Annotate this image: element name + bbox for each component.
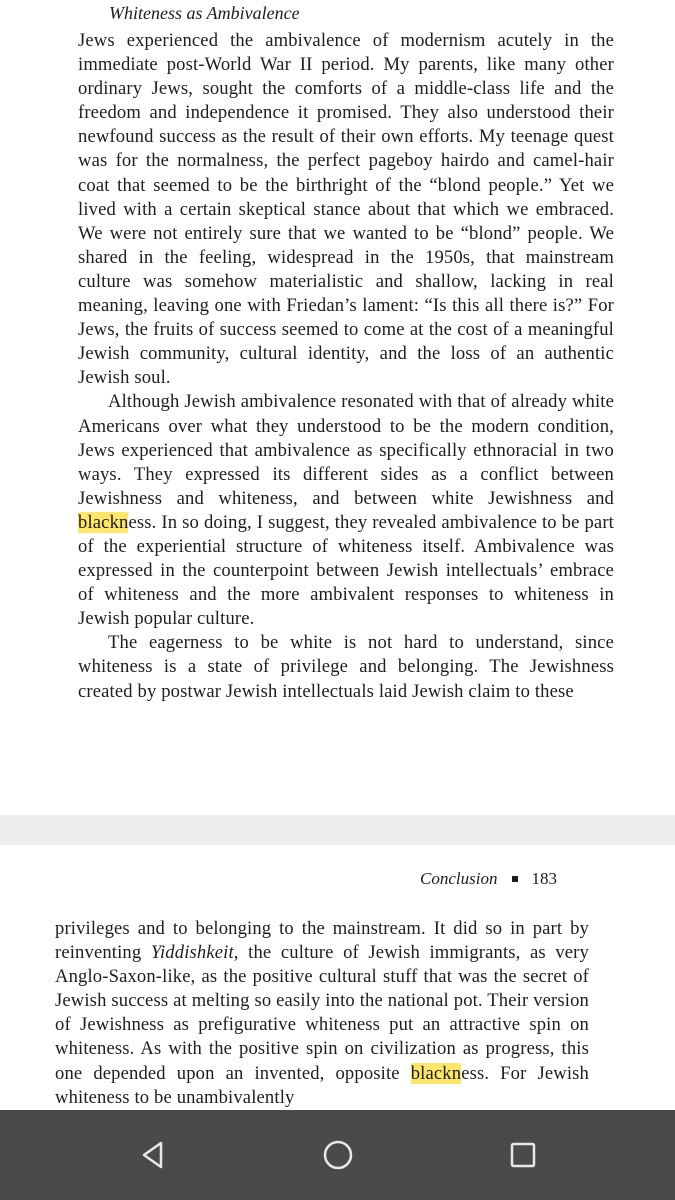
- paragraph-2-text-a: Although Jewish ambivalence resonated with that of already white Americans over what they understood to be the modern condition, Jews experienced that ambivalence as specifically ethnoracial in two ways. They expressed its different sides as a conflict between Jewishness and whiteness, and between white Jewishness and: [78, 391, 614, 509]
- back-button[interactable]: [123, 1125, 183, 1185]
- paragraph-4-italic: Yiddishkeit: [150, 942, 234, 964]
- search-highlight[interactable]: blackn: [410, 1062, 462, 1084]
- page-2: [0, 845, 675, 1110]
- back-icon: [138, 1140, 168, 1170]
- section-heading: Whiteness as Ambivalence: [109, 3, 300, 23]
- paragraph-4: [55, 917, 589, 1110]
- square-bullet-icon: [512, 876, 518, 882]
- page-1-content: [78, 0, 614, 704]
- page-gap: [0, 815, 675, 845]
- recents-icon: [509, 1141, 537, 1169]
- home-button[interactable]: [308, 1125, 368, 1185]
- paragraph-4-text-a: privileges and to belonging to the mainstream. It did so in part by reinventing: [55, 918, 589, 964]
- paragraph-4-text-c: ess. For Jewish whiteness to be unambivalently: [55, 1062, 589, 1108]
- paragraph-4-text-b: , the culture of Jewish immigrants, as very Anglo-Saxon-like, as the positive cultural stuff that was the secret of Jewish success at melting so easily into the national pot. Their version of Jewishness as prefigurative whiteness put an attractive spin on whiteness. As with the positive spin on civilization as progress, this one depended upon an invented, opposite: [55, 942, 589, 1084]
- home-icon: [322, 1139, 354, 1171]
- running-head: [420, 869, 557, 889]
- page-number: 183: [531, 869, 557, 888]
- search-highlight[interactable]: blackn: [78, 511, 129, 533]
- paragraph-2-text-b: ess. In so doing, I suggest, they revealed ambivalence to be part of the experiential structure of whiteness itself. Ambivalence was expressed in the counterpoint between Jewish intellectuals’ embrace of whiteness and the more ambivalent responses to whiteness in Jewish popular culture.: [78, 511, 614, 630]
- paragraph-3: The eagerness to be white is not hard to understand, since whiteness is a state of privilege and belonging. The Jewishness created by postwar Jewish intellectuals laid Jewish claim to these: [78, 632, 614, 702]
- paragraph-2: [78, 390, 614, 631]
- paragraph-1: Jews experienced the ambivalence of modernism acutely in the immediate post-World War II period. My parents, like many other ordinary Jews, sought the comforts of a middle-class life and the freedom and independence it promised. They also understood their newfound success as the result of their own efforts. My teenage quest was for the normalness, the perfect pageboy hairdo and camel-hair coat that seemed to be the birthright of the “blond people.” Yet we lived with a certain skeptical stance about that which we embraced. We were not entirely sure that we wanted to be “blond” people. We shared in the feeling, widespread in the 1950s, that mainstream culture was somehow materialistic and shallow, lacking in real meaning, leaving one with Friedan’s lament: “Is this all there is?” For Jews, the fruits of success seemed to come at the cost of a meaningful Jewish community, cultural identity, and the loss of an authentic Jewish soul.: [78, 30, 614, 389]
- running-head-title: Conclusion: [420, 869, 498, 888]
- page-2-content: [55, 917, 589, 1110]
- navigation-bar: [0, 1110, 675, 1200]
- recents-button[interactable]: [493, 1125, 553, 1185]
